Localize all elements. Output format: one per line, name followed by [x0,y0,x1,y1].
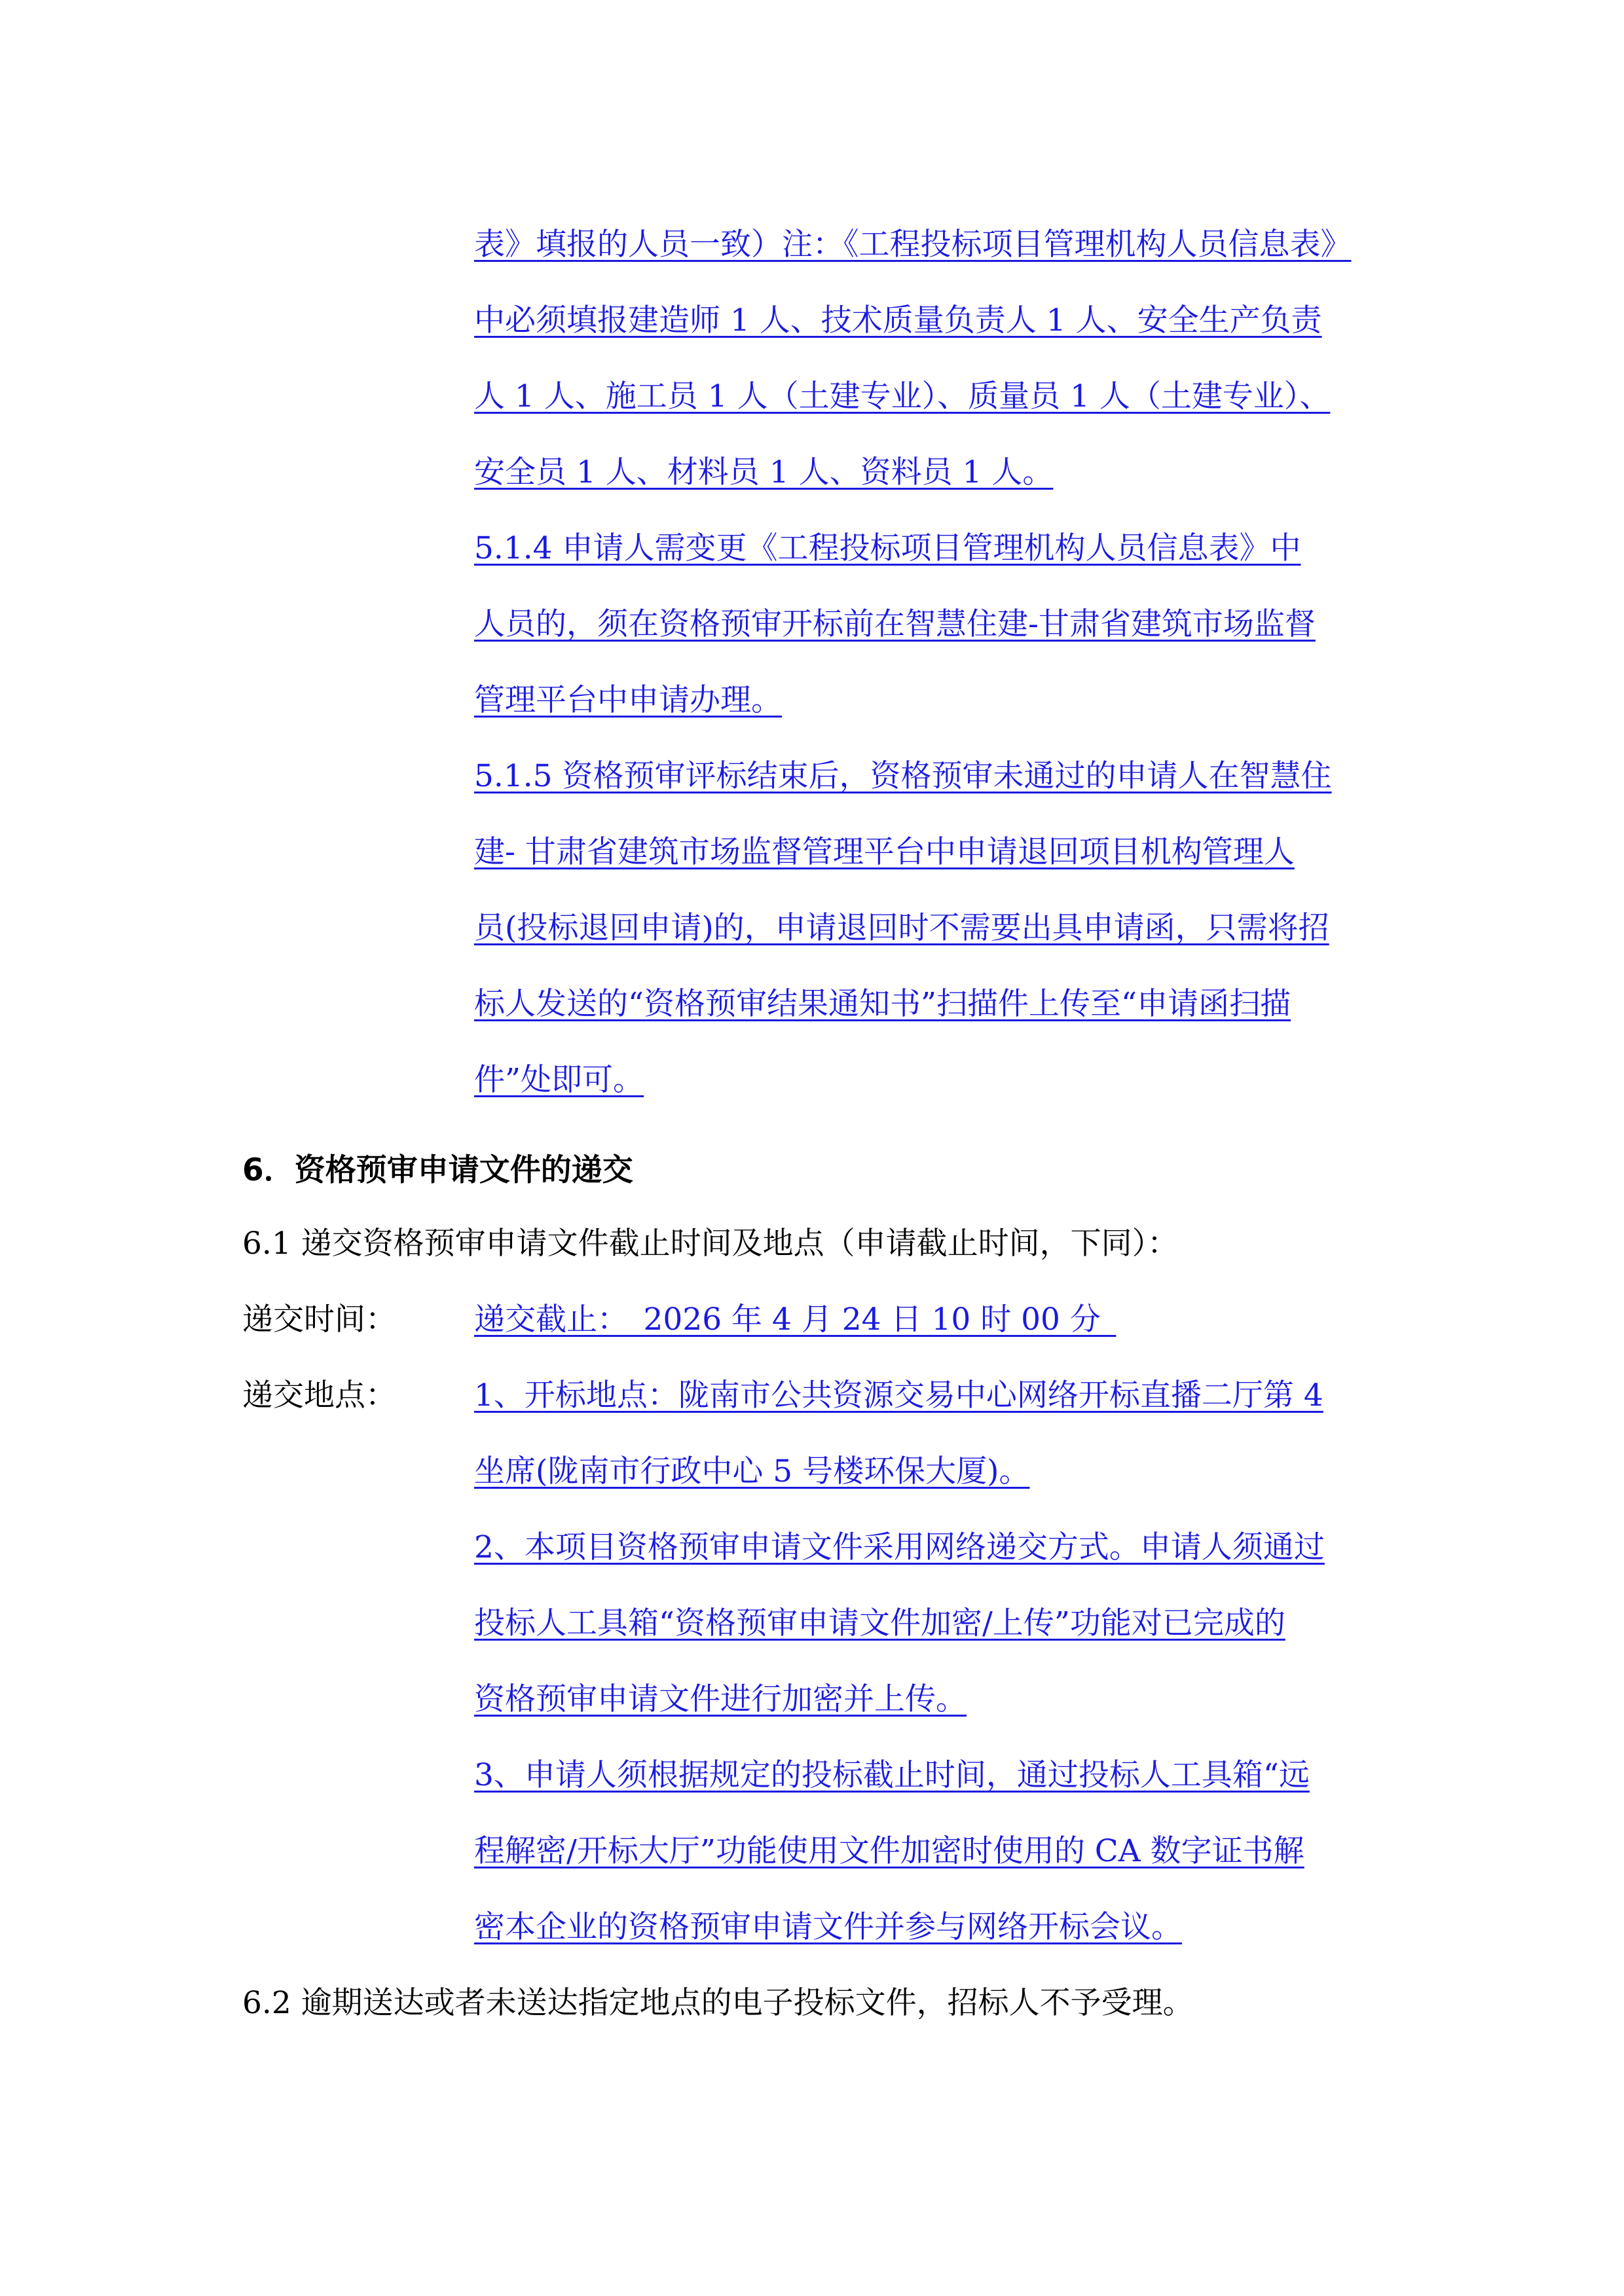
clause-6-1: 6.1 递交资格预审申请文件截止时间及地点（申请截止时间，下同）： [242,1226,1179,1262]
submit-place-line-3: 2、本项目资格预审申请文件采用网络递交方式。申请人须通过 [474,1529,1325,1565]
submit-place-line-2: 坐席(陇南市行政中心 5 号楼环保大厦)。 [474,1453,1030,1489]
section5-line-3: 人 1 人、施工员 1 人（土建专业）、质量员 1 人（土建专业）、 [474,378,1331,414]
clause-5-1-4-line-1: 5.1.4 申请人需变更《工程投标项目管理机构人员信息表》中 [474,530,1301,566]
submit-place-line-1: 1、开标地点：陇南市公共资源交易中心网络开标直播二厅第 4 [474,1377,1323,1413]
submit-place-line-7: 程解密/开标大厅”功能使用文件加密时使用的 CA 数字证书解 [474,1833,1304,1869]
section5-line-1: 表》填报的人员一致）注：《工程投标项目管理机构人员信息表》 [474,227,1352,263]
clause-5-1-4-line-3: 管理平台中申请办理。 [474,682,782,718]
clause-5-1-5-line-3: 员(投标退回申请)的，申请退回时不需要出具申请函，只需将招 [474,910,1329,946]
submit-place-line-4: 投标人工具箱“资格预审申请文件加密/上传”功能对已完成的 [474,1605,1285,1641]
section5-line-2: 中必须填报建造师 1 人、技术质量负责人 1 人、安全生产负责 [474,302,1322,338]
section5-line-4: 安全员 1 人、材料员 1 人、资料员 1 人。 [474,454,1054,490]
clause-6-2: 6.2 逾期送达或者未送达指定地点的电子投标文件，招标人不予受理。 [242,1985,1194,2021]
submit-place-label: 递交地点： [242,1377,396,1413]
clause-5-1-5-line-4: 标人发送的“资格预审结果通知书”扫描件上传至“申请函扫描 [474,986,1291,1022]
clause-5-1-5-line-5: 件”处即可。 [474,1062,644,1098]
submit-place-line-5: 资格预审申请文件进行加密并上传。 [474,1681,967,1717]
submit-time-label: 递交时间： [242,1302,396,1338]
section6-heading: 6．资格预审申请文件的递交 [242,1152,633,1188]
submit-time-value: 递交截止：_2026 年 4 月 24 日 10 时 00 分_ [474,1302,1116,1338]
clause-5-1-5-line-1: 5.1.5 资格预审评标结束后，资格预审未通过的申请人在智慧住 [474,758,1332,794]
clause-5-1-5-line-2: 建- 甘肃省建筑市场监督管理平台中申请退回项目机构管理人 [474,834,1295,870]
clause-5-1-4-line-2: 人员的，须在资格预审开标前在智慧住建-甘肃省建筑市场监督 [474,606,1316,642]
submit-place-line-8: 密本企业的资格预审申请文件并参与网络开标会议。 [474,1909,1182,1945]
submit-place-line-6: 3、申请人须根据规定的投标截止时间，通过投标人工具箱“远 [474,1757,1310,1793]
